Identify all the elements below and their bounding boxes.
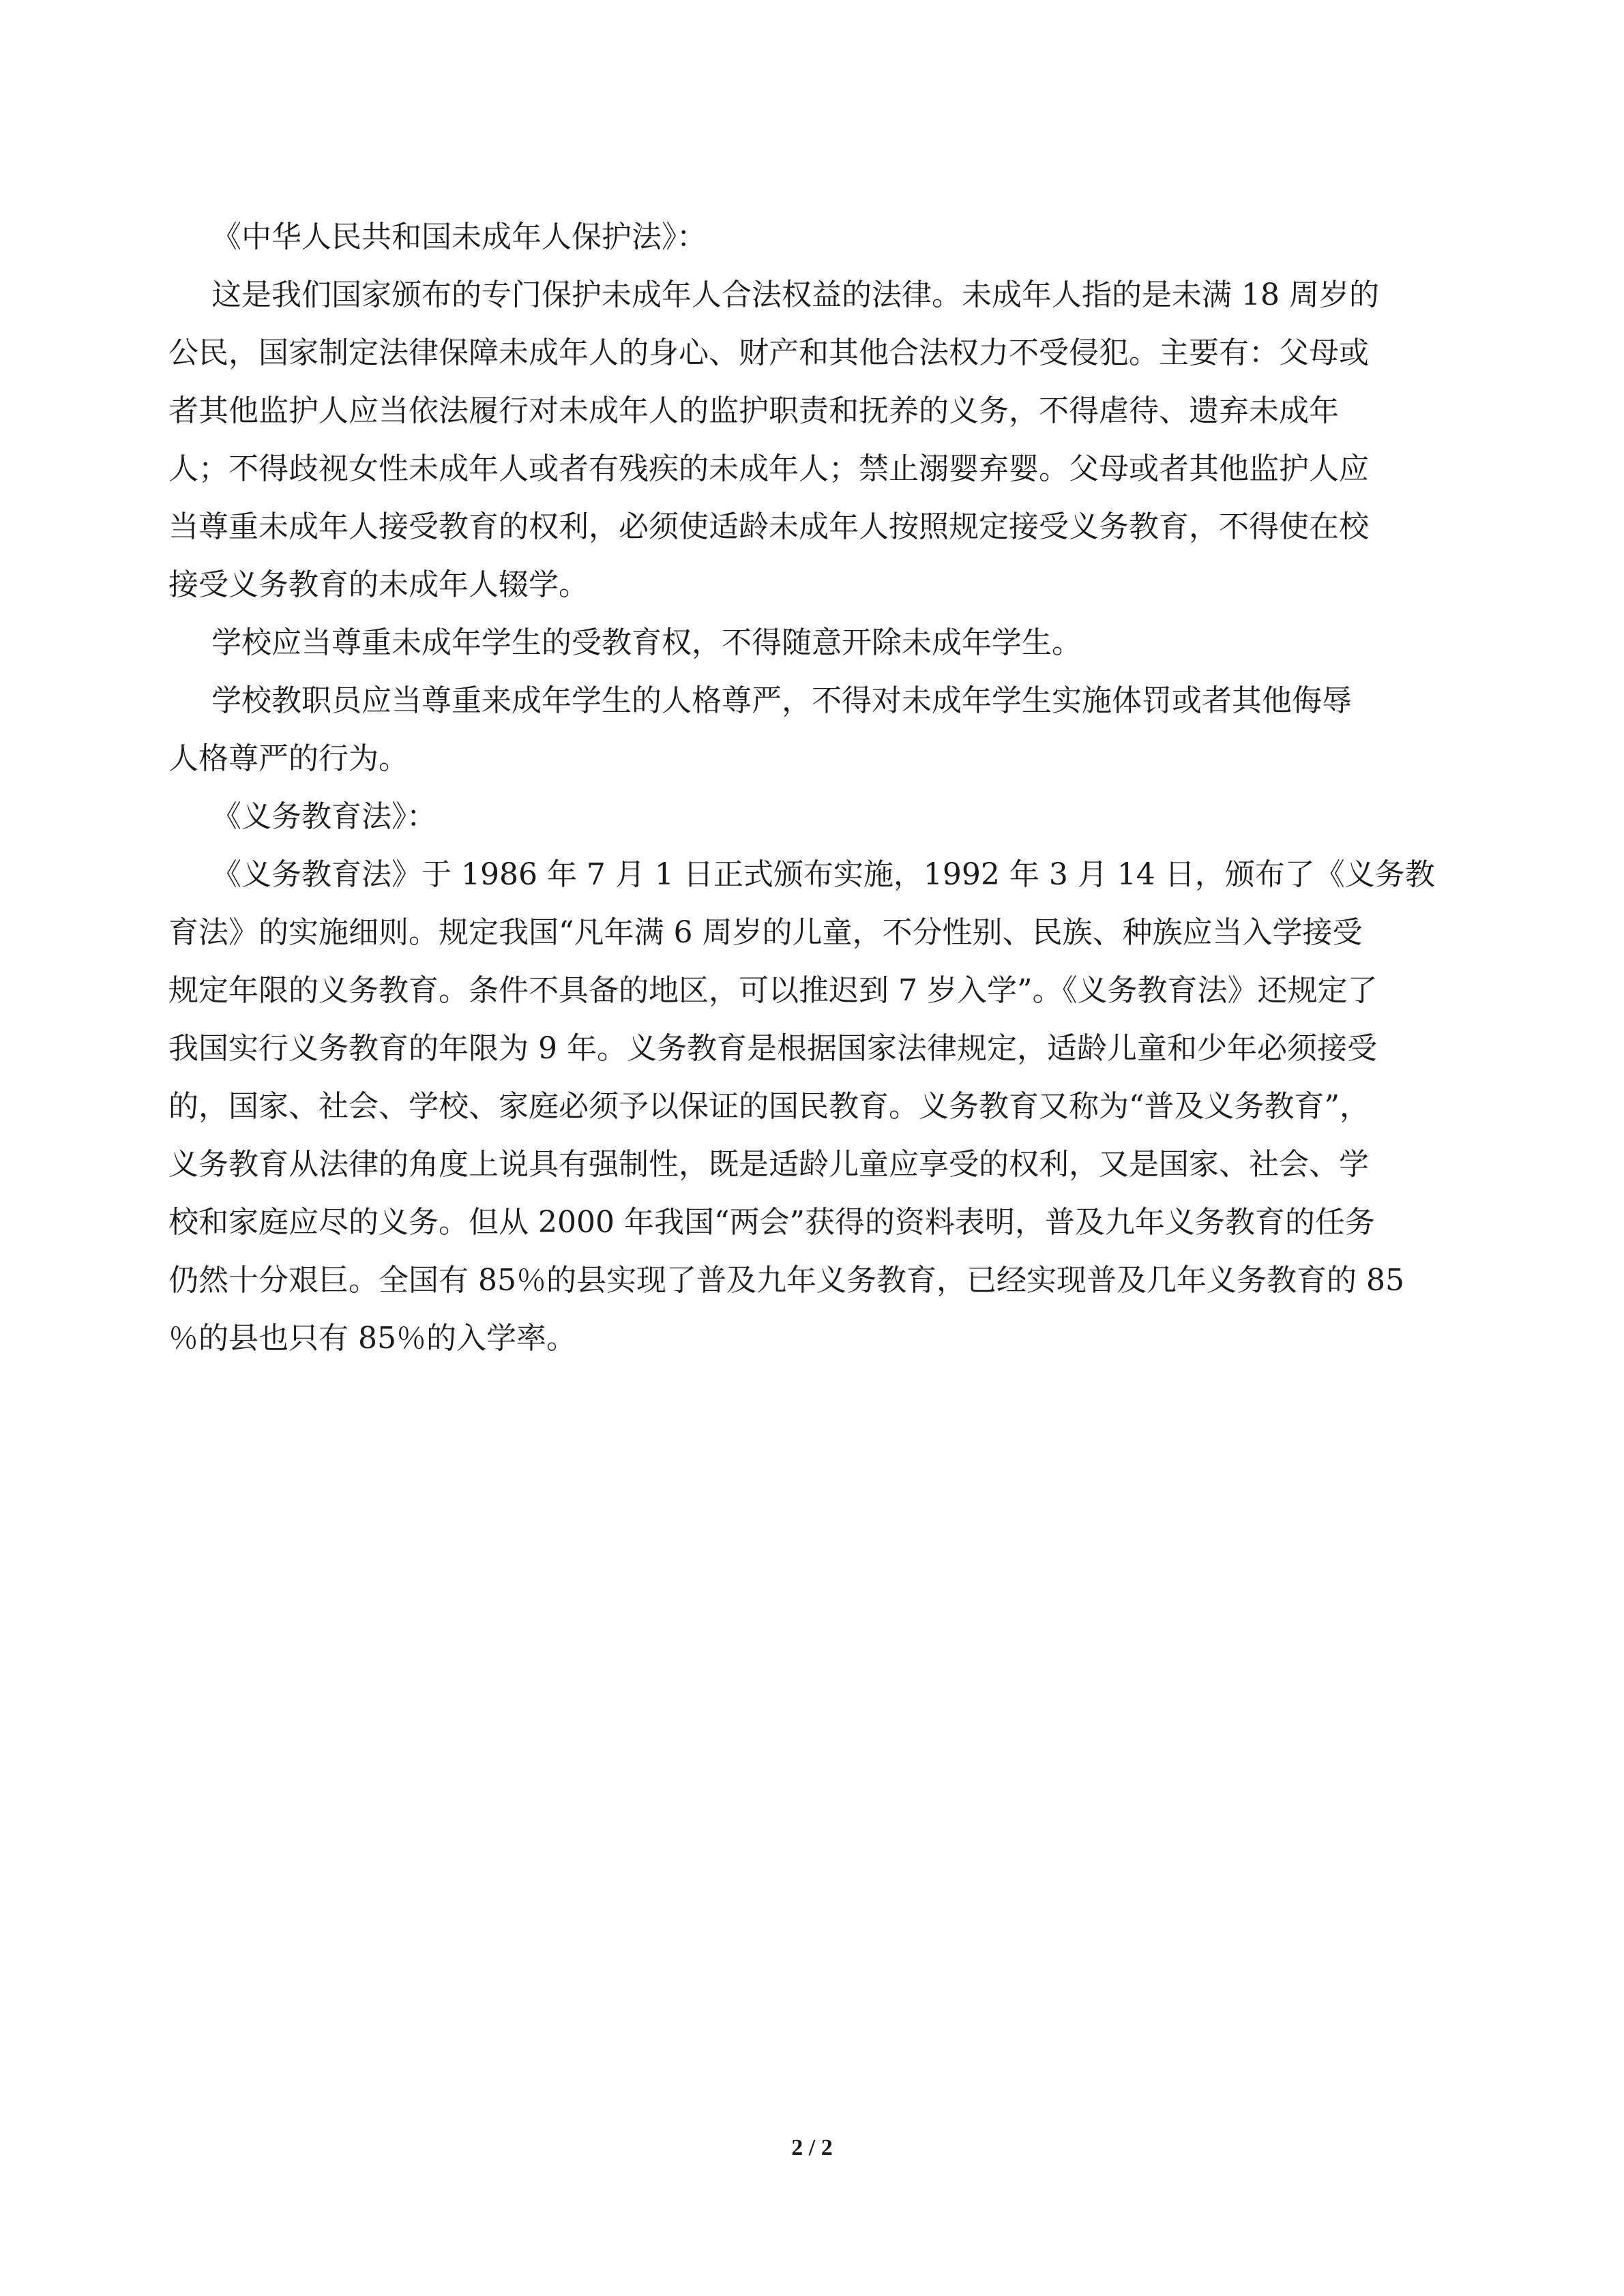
paragraph-line: 公民，国家制定法律保障未成年人的身心、财产和其他合法权力不受侵犯。主要有：父母或: [168, 336, 1369, 370]
section-heading: 《中华人民共和国未成年人保护法》：: [211, 220, 707, 254]
paragraph-line: 仍然十分艰巨。全国有 85％的县实现了普及九年义务教育，已经实现普及几年义务教育的 85: [168, 1263, 1404, 1298]
paragraph-line: 学校应当尊重未成年学生的受教育权，不得随意开除未成年学生。: [211, 625, 1082, 660]
paragraph-line: 义务教育从法律的角度上说具有强制性，既是适龄儿童应享受的权利，又是国家、社会、学: [168, 1147, 1369, 1182]
section-heading: 《义务教育法》：: [211, 799, 437, 834]
paragraph-line: 规定年限的义务教育。条件不具备的地区，可以推迟到 7 岁入学”。《义务教育法》还规定了: [168, 973, 1378, 1008]
paragraph-line: 校和家庭应尽的义务。但从 2000 年我国“两会”获得的资料表明，普及九年义务教育的任务: [168, 1205, 1375, 1240]
paragraph-line: 接受义务教育的未成年人辍学。: [168, 567, 589, 602]
paragraph-line: 学校教职员应当尊重来成年学生的人格尊严，不得对未成年学生实施体罚或者其他侮辱: [211, 683, 1352, 718]
paragraph-line: 人格尊严的行为。: [168, 741, 409, 776]
paragraph-line: 的，国家、社会、学校、家庭必须予以保证的国民教育。义务教育又称为“普及义务教育”，: [168, 1089, 1370, 1124]
paragraph-line: 我国实行义务教育的年限为 9 年。义务教育是根据国家法律规定，适龄儿童和少年必须接受: [168, 1031, 1377, 1066]
page-number: 2 / 2: [791, 2135, 833, 2160]
paragraph-line: 者其他监护人应当依法履行对未成年人的监护职责和抚养的义务，不得虐待、遗弃未成年: [168, 393, 1339, 428]
paragraph-line: 育法》的实施细则。规定我国“凡年满 6 周岁的儿童，不分性别、民族、种族应当入学接受: [168, 915, 1363, 950]
paragraph-line: 人；不得歧视女性未成年人或者有残疾的未成年人；禁止溺婴弃婴。父母或者其他监护人应: [168, 451, 1369, 486]
paragraph-line: 这是我们国家颁布的专门保护未成年人合法权益的法律。未成年人指的是未满 18 周岁的: [211, 278, 1379, 312]
paragraph-line: ％的县也只有 85％的入学率。: [168, 1321, 576, 1356]
paragraph-line: 《义务教育法》于 1986 年 7 月 1 日正式颁布实施，1992 年 3 月 14 日，颁布了《义务教: [211, 857, 1435, 892]
paragraph-line: 当尊重未成年人接受教育的权利，必须使适龄未成年人按照规定接受义务教育，不得使在校: [168, 509, 1369, 544]
